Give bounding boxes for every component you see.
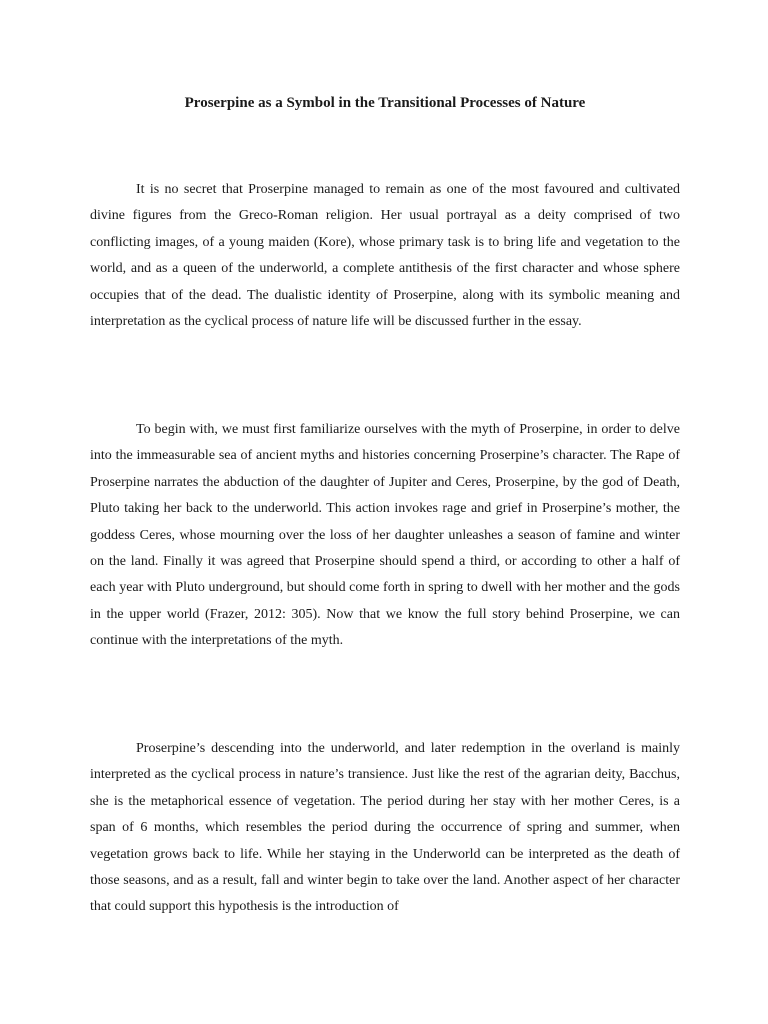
paragraph-3: Proserpine’s descending into the underworld, and later redemption in the overland is mainly interpreted as the cyclical process in nature’s transience. Just like the rest of the agrarian deity, Bacchus, she is the metaphorical essence of vegetation. The period during her stay with her mother Ceres, is a span of 6 months, which resembles the period during the occurrence of spring and summer, when vegetation grows back to life. While her staying in the Underworld can be interpreted as the death of those seasons, and as a result, fall and winter begin to take over the land. Another aspect of her character that could support this hypothesis is the introduction of — [90, 741, 680, 915]
paragraph-1: It is no secret that Proserpine managed to remain as one of the most favoured and cultivated divine figures from the Greco-Roman religion. Her usual portrayal as a deity comprised of two conflicting images, of a young maiden (Kore), whose primary task is to bring life and vegetation to the world, and as a queen of the underworld, a complete antithesis of the first character and whose sphere occupies that of the dead. The dualistic identity of Proserpine, along with its symbolic meaning and interpretation as the cyclical process of nature life will be discussed further in the essay. — [90, 182, 680, 330]
document-title: Proserpine as a Symbol in the Transitional Processes of Nature — [184, 95, 586, 111]
paragraph-2: To begin with, we must first familiarize ourselves with the myth of Proserpine, in order to delve into the immeasurable sea of ancient myths and histories concerning Proserpine’s character. The Rape of Proserpine narrates the abduction of the daughter of Jupiter and Ceres, Proserpine, by the god of Death, Pluto taking her back to the underworld. This action invokes rage and grief in Proserpine’s mother, the goddess Ceres, whose mourning over the loss of her daughter unleashes a season of famine and winter on the land. Finally it was agreed that Proserpine should spend a third, or according to other a half of each year with Pluto underground, but should come forth in spring to dwell with her mother and the gods in the upper world (Frazer, 2012: 305). Now that we know the full story behind Proserpine, we can continue with the interpretations of the myth. — [90, 422, 680, 649]
